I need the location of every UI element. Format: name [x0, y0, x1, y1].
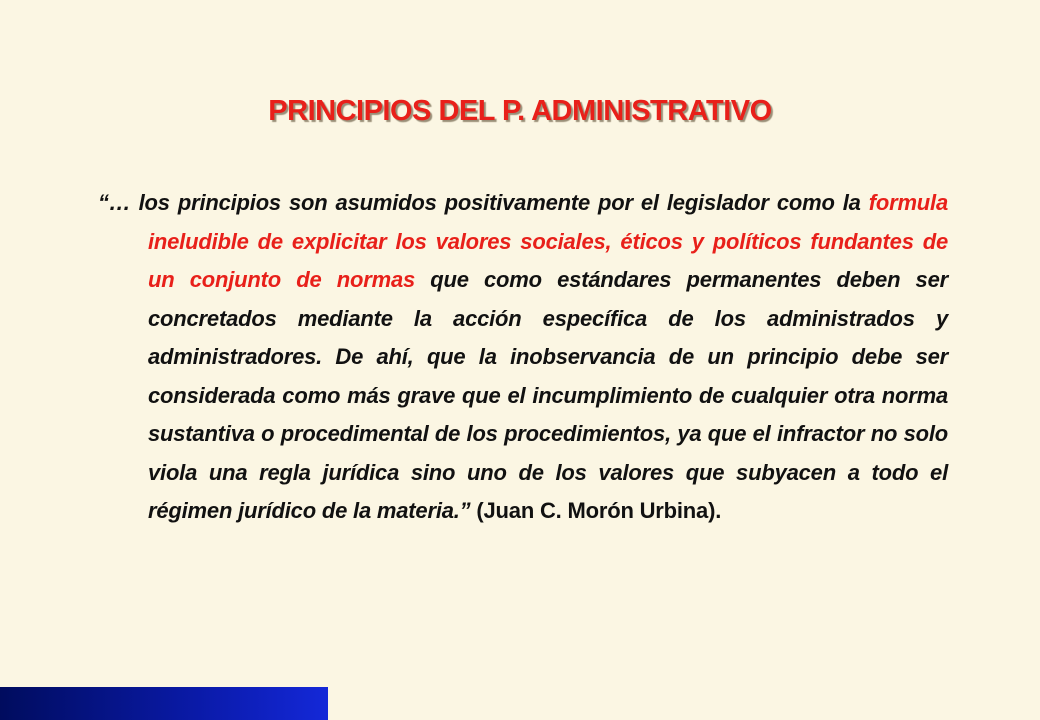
- quote-attribution: (Juan C. Morón Urbina).: [470, 498, 722, 523]
- quote-text-end: que como estándares permanentes deben ser concretados mediante la acción específica de los administrados y administradores. De ahí, que la inobservancia de un principio debe ser considerada como más grave que el incumplimiento de cualquier otra norma sustantiva o procedimental de los procedimientos, ya que el infractor no solo viola una regla jurídica sino uno de los valores que subyacen a todo el régimen jurídico de la materia.”: [148, 267, 948, 523]
- slide-title: PRINCIPIOS DEL P. ADMINISTRATIVO: [268, 95, 772, 128]
- quote-paragraph: [98, 184, 948, 531]
- quote-text-start: “… los principios son asumidos positivamente por el legislador como la: [98, 190, 869, 215]
- quote-highlight: formula ineludible de explicitar los valores sociales, éticos y políticos fundantes de un conjunto de normas: [148, 190, 948, 292]
- decorative-bottom-bar: [0, 687, 328, 720]
